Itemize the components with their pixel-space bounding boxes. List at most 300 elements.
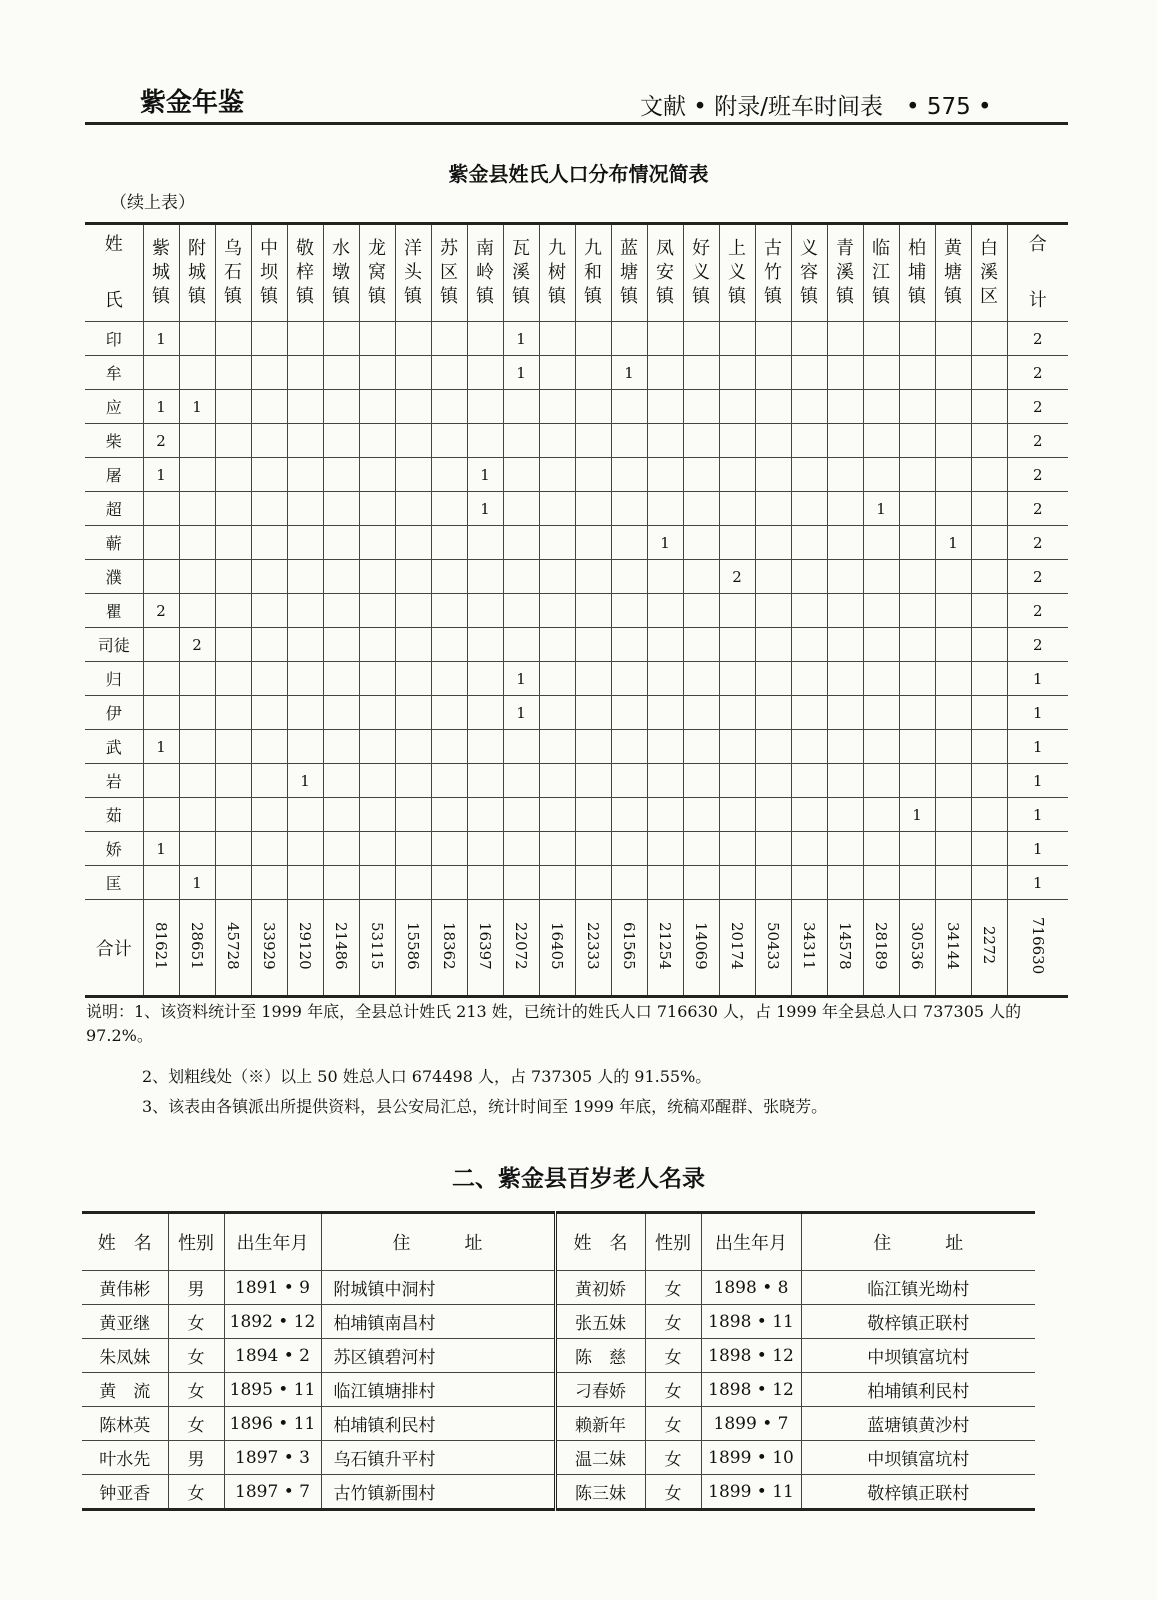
count-cell bbox=[827, 356, 863, 390]
count-cell: 1 bbox=[935, 526, 971, 560]
count-cell bbox=[323, 628, 359, 662]
col-address: 住 址 bbox=[801, 1213, 1035, 1271]
count-cell bbox=[503, 594, 539, 628]
person-name: 黄伟彬 bbox=[82, 1271, 168, 1305]
col-town: 古 竹 镇 bbox=[755, 224, 791, 322]
count-cell bbox=[611, 730, 647, 764]
count-cell bbox=[647, 594, 683, 628]
count-cell bbox=[863, 730, 899, 764]
count-cell bbox=[971, 696, 1007, 730]
table-row bbox=[85, 798, 1068, 832]
count-cell bbox=[935, 594, 971, 628]
count-cell bbox=[431, 458, 467, 492]
count-cell bbox=[611, 662, 647, 696]
count-cell bbox=[359, 424, 395, 458]
count-cell: 1 bbox=[467, 492, 503, 526]
count-cell bbox=[143, 662, 179, 696]
table-row bbox=[85, 730, 1068, 764]
count-cell bbox=[359, 458, 395, 492]
count-cell bbox=[179, 662, 215, 696]
town-total-cell bbox=[287, 900, 323, 997]
count-cell bbox=[683, 526, 719, 560]
count-cell bbox=[431, 492, 467, 526]
col-town: 柏 埔 镇 bbox=[899, 224, 935, 322]
continued-note: （续上表） bbox=[110, 193, 195, 213]
count-cell bbox=[719, 356, 755, 390]
count-cell: 1 bbox=[503, 322, 539, 356]
count-cell: 1 bbox=[143, 458, 179, 492]
count-cell bbox=[611, 594, 647, 628]
count-cell bbox=[503, 832, 539, 866]
row-total-cell: 1 bbox=[1007, 662, 1068, 696]
person-sex: 男 bbox=[168, 1441, 224, 1475]
person-sex: 女 bbox=[645, 1373, 701, 1407]
table-row bbox=[82, 1271, 1035, 1305]
col-town: 白 溪 区 bbox=[971, 224, 1007, 322]
surname-cell: 归 bbox=[85, 662, 143, 696]
count-cell bbox=[539, 390, 575, 424]
count-cell bbox=[647, 866, 683, 900]
count-cell bbox=[827, 730, 863, 764]
count-cell bbox=[827, 526, 863, 560]
col-town: 洋 头 镇 bbox=[395, 224, 431, 322]
count-cell bbox=[611, 322, 647, 356]
count-cell bbox=[431, 696, 467, 730]
col-town: 青 溪 镇 bbox=[827, 224, 863, 322]
count-cell bbox=[719, 492, 755, 526]
count-cell bbox=[971, 390, 1007, 424]
count-cell bbox=[431, 424, 467, 458]
person-birth: 1891 • 9 bbox=[224, 1271, 321, 1305]
centenarian-table bbox=[82, 1211, 1035, 1511]
row-total-cell: 2 bbox=[1007, 492, 1068, 526]
col-town: 临 江 镇 bbox=[863, 224, 899, 322]
count-cell bbox=[899, 594, 935, 628]
count-cell bbox=[179, 832, 215, 866]
col-town: 附 城 镇 bbox=[179, 224, 215, 322]
count-cell bbox=[251, 628, 287, 662]
col-town: 苏 区 镇 bbox=[431, 224, 467, 322]
count-cell bbox=[755, 730, 791, 764]
count-cell bbox=[827, 424, 863, 458]
count-cell bbox=[647, 832, 683, 866]
person-name: 张五妹 bbox=[555, 1305, 645, 1339]
town-total-value: 21254 bbox=[656, 921, 674, 970]
town-total-cell bbox=[323, 900, 359, 997]
person-address: 柏埔镇南昌村 bbox=[321, 1305, 555, 1339]
count-cell bbox=[863, 424, 899, 458]
count-cell bbox=[395, 798, 431, 832]
person-sex: 女 bbox=[168, 1339, 224, 1373]
table-row bbox=[82, 1373, 1035, 1407]
table-row bbox=[82, 1407, 1035, 1441]
count-cell bbox=[611, 560, 647, 594]
totals-row bbox=[85, 900, 1068, 997]
count-cell bbox=[467, 866, 503, 900]
count-cell bbox=[683, 832, 719, 866]
count-cell bbox=[935, 866, 971, 900]
count-cell bbox=[899, 628, 935, 662]
person-sex: 男 bbox=[168, 1271, 224, 1305]
col-birth: 出生年月 bbox=[701, 1213, 801, 1271]
col-total: 合 计 bbox=[1007, 224, 1068, 322]
surname-cell: 伊 bbox=[85, 696, 143, 730]
count-cell bbox=[755, 832, 791, 866]
count-cell bbox=[431, 662, 467, 696]
count-cell bbox=[647, 764, 683, 798]
count-cell bbox=[467, 526, 503, 560]
town-total-cell bbox=[251, 900, 287, 997]
count-cell: 1 bbox=[179, 390, 215, 424]
person-sex: 女 bbox=[645, 1475, 701, 1510]
row-total-cell: 2 bbox=[1007, 526, 1068, 560]
town-total-value: 34144 bbox=[944, 921, 962, 970]
count-cell bbox=[719, 730, 755, 764]
town-total-cell bbox=[971, 900, 1007, 997]
count-cell bbox=[539, 594, 575, 628]
count-cell bbox=[251, 390, 287, 424]
count-cell bbox=[575, 390, 611, 424]
town-total-value: 22333 bbox=[584, 921, 602, 970]
count-cell bbox=[899, 458, 935, 492]
count-cell bbox=[395, 594, 431, 628]
count-cell bbox=[791, 594, 827, 628]
count-cell bbox=[935, 492, 971, 526]
town-total-cell bbox=[359, 900, 395, 997]
count-cell bbox=[971, 356, 1007, 390]
col-address: 住 址 bbox=[321, 1213, 555, 1271]
count-cell bbox=[611, 390, 647, 424]
count-cell bbox=[323, 730, 359, 764]
person-address: 临江镇光坳村 bbox=[801, 1271, 1035, 1305]
count-cell bbox=[935, 560, 971, 594]
count-cell bbox=[323, 866, 359, 900]
table-row bbox=[85, 696, 1068, 730]
count-cell bbox=[755, 764, 791, 798]
count-cell bbox=[143, 356, 179, 390]
count-cell bbox=[323, 832, 359, 866]
count-cell bbox=[719, 628, 755, 662]
town-total-value: 45728 bbox=[224, 921, 242, 970]
count-cell bbox=[395, 832, 431, 866]
person-name: 赖新年 bbox=[555, 1407, 645, 1441]
person-address: 苏区镇碧河村 bbox=[321, 1339, 555, 1373]
count-cell bbox=[791, 798, 827, 832]
surname-cell: 超 bbox=[85, 492, 143, 526]
town-total-cell bbox=[611, 900, 647, 997]
town-total-value: 29120 bbox=[296, 921, 314, 970]
count-cell bbox=[971, 424, 1007, 458]
count-cell bbox=[827, 322, 863, 356]
person-address: 敬梓镇正联村 bbox=[801, 1475, 1035, 1510]
person-address: 中坝镇富坑村 bbox=[801, 1441, 1035, 1475]
count-cell bbox=[791, 730, 827, 764]
col-town: 九 树 镇 bbox=[539, 224, 575, 322]
count-cell bbox=[251, 356, 287, 390]
count-cell bbox=[179, 764, 215, 798]
count-cell bbox=[899, 560, 935, 594]
count-cell bbox=[755, 356, 791, 390]
count-cell bbox=[143, 764, 179, 798]
row-total-cell: 1 bbox=[1007, 764, 1068, 798]
count-cell bbox=[755, 458, 791, 492]
col-town: 龙 窝 镇 bbox=[359, 224, 395, 322]
count-cell bbox=[647, 628, 683, 662]
count-cell: 1 bbox=[863, 492, 899, 526]
count-cell bbox=[467, 798, 503, 832]
count-cell bbox=[251, 832, 287, 866]
count-cell bbox=[971, 492, 1007, 526]
table-row bbox=[85, 356, 1068, 390]
person-birth: 1899 • 11 bbox=[701, 1475, 801, 1510]
count-cell bbox=[431, 866, 467, 900]
count-cell bbox=[899, 356, 935, 390]
count-cell bbox=[179, 594, 215, 628]
row-total-cell: 2 bbox=[1007, 322, 1068, 356]
count-cell bbox=[395, 526, 431, 560]
count-cell bbox=[647, 424, 683, 458]
count-cell bbox=[611, 526, 647, 560]
count-cell bbox=[215, 424, 251, 458]
count-cell bbox=[683, 322, 719, 356]
count-cell bbox=[251, 424, 287, 458]
table-row bbox=[85, 866, 1068, 900]
count-cell bbox=[827, 866, 863, 900]
count-cell bbox=[215, 628, 251, 662]
surname-cell: 岩 bbox=[85, 764, 143, 798]
town-total-cell bbox=[467, 900, 503, 997]
count-cell bbox=[683, 662, 719, 696]
count-cell bbox=[827, 832, 863, 866]
count-cell bbox=[287, 390, 323, 424]
count-cell bbox=[647, 322, 683, 356]
table-row bbox=[85, 662, 1068, 696]
row-total-cell: 1 bbox=[1007, 866, 1068, 900]
town-total-value: 14578 bbox=[836, 921, 854, 970]
count-cell bbox=[611, 628, 647, 662]
surname-distribution-table bbox=[85, 222, 1068, 998]
count-cell bbox=[467, 322, 503, 356]
count-cell bbox=[215, 594, 251, 628]
count-cell bbox=[467, 594, 503, 628]
count-cell bbox=[791, 492, 827, 526]
col-town: 黄 塘 镇 bbox=[935, 224, 971, 322]
person-birth: 1898 • 8 bbox=[701, 1271, 801, 1305]
town-total-value: 81621 bbox=[152, 921, 170, 970]
count-cell bbox=[683, 628, 719, 662]
count-cell bbox=[935, 390, 971, 424]
person-address: 古竹镇新围村 bbox=[321, 1475, 555, 1510]
table-row bbox=[85, 458, 1068, 492]
count-cell bbox=[611, 458, 647, 492]
count-cell bbox=[863, 832, 899, 866]
count-cell bbox=[503, 730, 539, 764]
count-cell bbox=[755, 696, 791, 730]
count-cell bbox=[323, 424, 359, 458]
count-cell bbox=[251, 526, 287, 560]
town-total-cell bbox=[575, 900, 611, 997]
count-cell bbox=[251, 662, 287, 696]
count-cell bbox=[431, 798, 467, 832]
totals-label: 合计 bbox=[85, 900, 143, 997]
surname-cell: 茹 bbox=[85, 798, 143, 832]
count-cell bbox=[503, 628, 539, 662]
count-cell bbox=[683, 424, 719, 458]
count-cell bbox=[395, 322, 431, 356]
count-cell bbox=[395, 356, 431, 390]
person-birth: 1892 • 12 bbox=[224, 1305, 321, 1339]
count-cell bbox=[863, 798, 899, 832]
count-cell bbox=[503, 424, 539, 458]
count-cell bbox=[575, 492, 611, 526]
count-cell bbox=[719, 322, 755, 356]
town-total-value: 28189 bbox=[872, 921, 890, 970]
count-cell bbox=[971, 798, 1007, 832]
count-cell bbox=[683, 492, 719, 526]
count-cell bbox=[755, 526, 791, 560]
count-cell bbox=[503, 764, 539, 798]
count-cell bbox=[503, 492, 539, 526]
count-cell bbox=[647, 798, 683, 832]
count-cell bbox=[467, 560, 503, 594]
count-cell bbox=[395, 696, 431, 730]
count-cell bbox=[755, 492, 791, 526]
count-cell bbox=[683, 390, 719, 424]
count-cell bbox=[323, 492, 359, 526]
count-cell bbox=[971, 560, 1007, 594]
count-cell bbox=[395, 730, 431, 764]
count-cell bbox=[467, 356, 503, 390]
count-cell: 2 bbox=[719, 560, 755, 594]
count-cell bbox=[791, 662, 827, 696]
col-sex: 性别 bbox=[168, 1213, 224, 1271]
count-cell bbox=[827, 696, 863, 730]
count-cell bbox=[431, 526, 467, 560]
person-sex: 女 bbox=[168, 1475, 224, 1510]
surname-cell: 司徒 bbox=[85, 628, 143, 662]
count-cell bbox=[575, 458, 611, 492]
count-cell bbox=[575, 560, 611, 594]
col-town: 好 义 镇 bbox=[683, 224, 719, 322]
count-cell bbox=[683, 594, 719, 628]
count-cell bbox=[395, 628, 431, 662]
count-cell bbox=[719, 832, 755, 866]
count-cell bbox=[647, 356, 683, 390]
count-cell bbox=[863, 696, 899, 730]
count-cell bbox=[611, 866, 647, 900]
count-cell bbox=[143, 798, 179, 832]
count-cell bbox=[971, 866, 1007, 900]
count-cell bbox=[359, 696, 395, 730]
grand-total-cell bbox=[1007, 900, 1068, 997]
count-cell bbox=[755, 866, 791, 900]
person-sex: 女 bbox=[645, 1441, 701, 1475]
person-sex: 女 bbox=[645, 1305, 701, 1339]
count-cell bbox=[179, 526, 215, 560]
town-total-value: 34311 bbox=[800, 921, 818, 970]
count-cell bbox=[935, 832, 971, 866]
count-cell bbox=[323, 560, 359, 594]
row-total-cell: 1 bbox=[1007, 730, 1068, 764]
surname-cell: 牟 bbox=[85, 356, 143, 390]
count-cell bbox=[215, 832, 251, 866]
count-cell bbox=[359, 798, 395, 832]
count-cell bbox=[395, 424, 431, 458]
count-cell bbox=[575, 424, 611, 458]
count-cell bbox=[971, 322, 1007, 356]
town-total-cell bbox=[755, 900, 791, 997]
row-total-cell: 2 bbox=[1007, 458, 1068, 492]
count-cell bbox=[863, 662, 899, 696]
count-cell bbox=[971, 458, 1007, 492]
count-cell bbox=[575, 764, 611, 798]
count-cell: 1 bbox=[287, 764, 323, 798]
count-cell bbox=[611, 764, 647, 798]
town-total-cell bbox=[899, 900, 935, 997]
town-total-value: 50433 bbox=[764, 921, 782, 970]
count-cell bbox=[431, 628, 467, 662]
count-cell bbox=[467, 662, 503, 696]
count-cell bbox=[539, 798, 575, 832]
count-cell bbox=[215, 798, 251, 832]
count-cell bbox=[467, 832, 503, 866]
count-cell bbox=[359, 560, 395, 594]
count-cell bbox=[467, 628, 503, 662]
person-name: 黄 流 bbox=[82, 1373, 168, 1407]
table-row bbox=[85, 764, 1068, 798]
count-cell: 2 bbox=[143, 594, 179, 628]
count-cell bbox=[755, 390, 791, 424]
count-cell bbox=[287, 662, 323, 696]
count-cell bbox=[215, 696, 251, 730]
count-cell bbox=[539, 458, 575, 492]
person-name: 钟亚香 bbox=[82, 1475, 168, 1510]
count-cell bbox=[827, 458, 863, 492]
count-cell bbox=[827, 798, 863, 832]
town-total-cell bbox=[719, 900, 755, 997]
count-cell bbox=[323, 322, 359, 356]
count-cell bbox=[503, 526, 539, 560]
count-cell bbox=[287, 628, 323, 662]
town-total-value: 61565 bbox=[620, 921, 638, 970]
table-row bbox=[85, 424, 1068, 458]
count-cell bbox=[287, 696, 323, 730]
col-name: 姓 名 bbox=[82, 1213, 168, 1271]
count-cell bbox=[863, 866, 899, 900]
count-cell bbox=[863, 356, 899, 390]
count-cell bbox=[575, 356, 611, 390]
count-cell: 1 bbox=[899, 798, 935, 832]
count-cell: 1 bbox=[143, 322, 179, 356]
count-cell bbox=[935, 424, 971, 458]
table-row bbox=[82, 1339, 1035, 1373]
row-total-cell: 1 bbox=[1007, 798, 1068, 832]
table-row bbox=[85, 832, 1068, 866]
town-total-cell bbox=[683, 900, 719, 997]
count-cell bbox=[647, 560, 683, 594]
count-cell bbox=[359, 594, 395, 628]
count-cell bbox=[143, 526, 179, 560]
count-cell bbox=[539, 866, 575, 900]
count-cell bbox=[719, 798, 755, 832]
count-cell bbox=[503, 798, 539, 832]
count-cell bbox=[755, 322, 791, 356]
count-cell bbox=[935, 798, 971, 832]
count-cell bbox=[215, 322, 251, 356]
surname-cell: 濮 bbox=[85, 560, 143, 594]
count-cell bbox=[287, 424, 323, 458]
count-cell bbox=[575, 730, 611, 764]
